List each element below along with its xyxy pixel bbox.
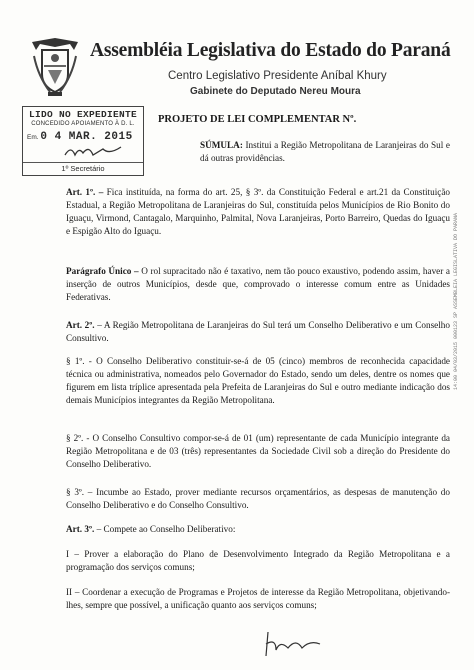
paragrafo-unico-label: Parágrafo Único –: [66, 266, 139, 276]
stamp-signature-icon: [63, 143, 123, 159]
article-1-label: Art. 1º. –: [66, 187, 104, 197]
sumula-label: SÚMULA:: [200, 140, 243, 150]
header-title: Assembléia Legislativa do Estado do Paraná: [90, 40, 451, 61]
sumula-block: [200, 139, 450, 165]
article-3-item-1: I – Prover a elaboração do Plano de Desenvolvimento Integrado da Região Metropolitana e a programação dos serviços comuns;: [66, 549, 450, 572]
stamp-title: LIDO NO EXPEDIENTE: [28, 109, 138, 120]
parana-coat-of-arms-icon: [30, 36, 80, 98]
stamp-footer: 1º Secretário: [23, 162, 143, 173]
article-2-paragraph-3: § 3º. – Incumbe ao Estado, prover mediante recursos orçamentários, as despesas de manutenção do Conselho Deliberativo e do Conselho Consultivo.: [66, 487, 450, 510]
project-title: PROJETO DE LEI COMPLEMENTAR Nº.: [158, 114, 357, 125]
stamp-date: 0 4 MAR. 2015: [40, 131, 133, 143]
sumula-text: Institui a Região Metropolitana de Laranjeiras do Sul e dá outras providências.: [200, 140, 450, 163]
article-2-paragraph-1: § 1º. - O Conselho Deliberativo constituir-se-á de 05 (cinco) membros de reconhecida capacidade técnica ou administrativa, nomeados pelo Governador do Estado, sendo um deles, dentre os nomes que figurem em lista tríplice apresentada pela Prefeita de Laranjeiras do Sul e outro mediante indicação dos demais Municípios integrantes da Região Metropolitana.: [66, 356, 450, 405]
stamp-date-prefix: Em: [27, 134, 37, 141]
header-subtitle: Centro Legislativo Presidente Aníbal Khury: [168, 70, 387, 82]
article-2-label: Art. 2º.: [66, 320, 95, 330]
author-signature-icon: [262, 628, 322, 658]
article-3-label: Art. 3º.: [66, 524, 95, 534]
article-3-text: – Compete ao Conselho Deliberativo:: [94, 524, 236, 534]
article-2-paragraph-2: § 2º. - O Conselho Consultivo compor-se-á de 01 (um) representante de cada Município integrante da Região Metropolitana e de 03 (três) representantes da Sociedade Civil sob a direção do Presidente do Conselho Deliberativo.: [66, 433, 450, 469]
article-3: [66, 523, 450, 536]
stamp-subtitle: CONCEDIDO APOIAMENTO À D. L.: [31, 121, 135, 127]
article-2-text: – A Região Metropolitana de Laranjeiras do Sul terá um Conselho Deliberativo e um Conselho Consultivo.: [66, 320, 450, 343]
stamp-date-row: Em. 0 4 MAR. 2015: [27, 131, 133, 143]
article-1-text: Fica instituída, na forma do art. 25, § 3º. da Constituição Federal e art.21 da Constituição Estadual, a Região Metropolitana de Laranjeiras do Sul, constituída pelos Municípios de Rio Bonito do Iguaçu, Virmond, Cantagalo, Marquinho, Palmital, Nova Laranjeiras, Porto Barreiro, Quedas do Iguaçu e Espigão Alto do Iguaçu.: [66, 187, 450, 236]
article-2: [66, 319, 450, 345]
received-stamp: [22, 106, 144, 176]
paragrafo-unico-text: O rol supracitado não é taxativo, nem tão pouco exaustivo, podendo assim, haver a inserção de outros Municípios, desde que, comprovado o interesse comum entre as Unidades Federativas.: [66, 266, 450, 302]
article-3-item-2: II – Coordenar a execução de Programas e Projetos de interesse da Região Metropolitana, objetivando-lhes, sempre que possível, a unificação quanto aos serviços comuns;: [66, 587, 450, 610]
article-1: [66, 186, 450, 238]
paragrafo-unico: [66, 265, 450, 304]
header-office: Gabinete do Deputado Nereu Moura: [190, 86, 361, 97]
protocol-side-stamp: 14:00 04/03/2015 000123 SP ASSEMBLEIA LEGISLATIVA DO PARANA: [453, 212, 459, 390]
